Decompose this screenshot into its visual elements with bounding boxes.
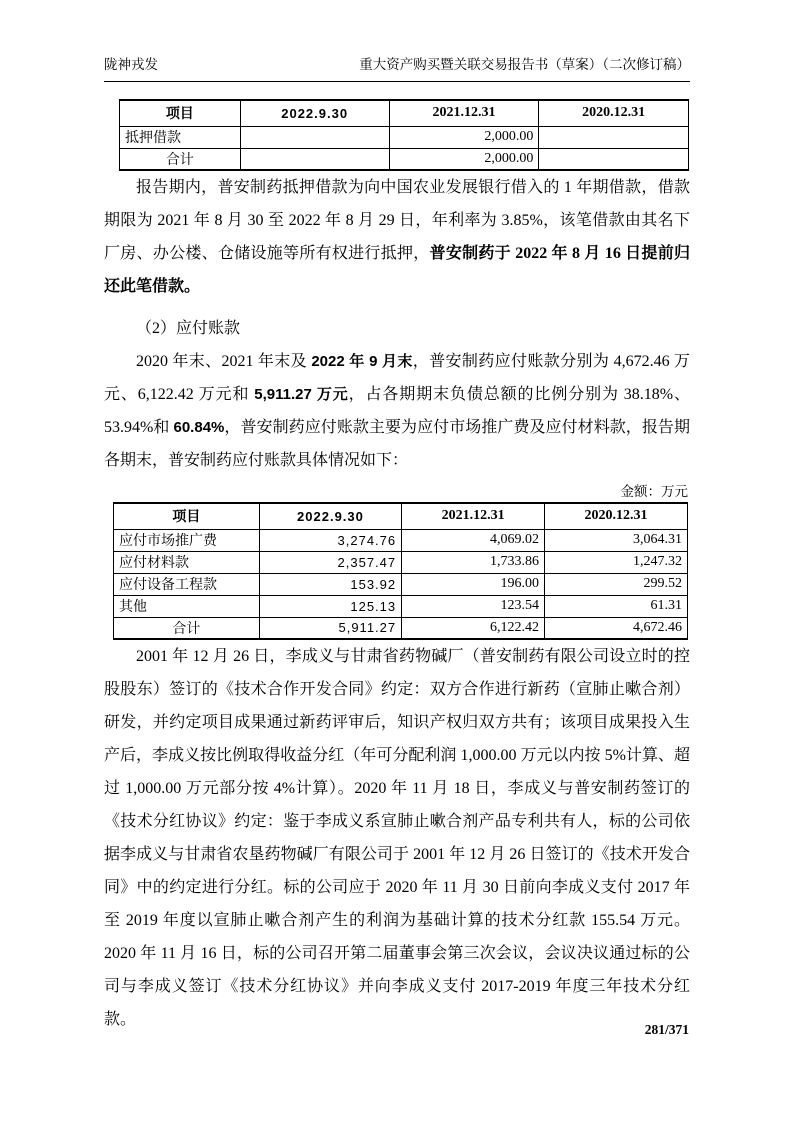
cell-2021: 1,733.86 (402, 551, 545, 573)
cell-2022 (240, 148, 389, 170)
table-row (114, 595, 688, 617)
cell-2020: 3,064.31 (545, 529, 688, 551)
para-bold-text: 60.84% (173, 419, 225, 436)
row-label: 应付市场推广费 (114, 529, 260, 551)
section-heading-accounts-payable: （2）应付账款 (136, 320, 241, 337)
para-bold-text: 5,911.27 万元 (254, 386, 349, 403)
cell-2022: 2,357.47 (259, 551, 401, 573)
row-label-total: 合计 (114, 617, 260, 639)
para-text: ，占各期期末负债总额的比例分别为 38.18%、53.94%和 (104, 386, 690, 436)
col-header-2021: 2021.12.31 (402, 503, 545, 529)
cell-2022 (240, 126, 389, 148)
accounts-payable-table (113, 502, 688, 640)
cell-2021: 6,122.42 (402, 617, 545, 639)
table-row (114, 573, 688, 595)
row-label: 应付设备工程款 (114, 573, 260, 595)
table-header-row (114, 503, 688, 529)
col-header-item: 项目 (114, 503, 260, 529)
table-header-row (120, 100, 689, 126)
cell-2022: 125.13 (259, 595, 401, 617)
cell-2020 (539, 148, 689, 170)
table-row (120, 126, 689, 148)
col-header-item: 项目 (120, 100, 241, 126)
para-text: ，普安制药应付账款分别为 4,672.46 万元、6,122.42 万元和 (104, 353, 690, 403)
col-header-2020: 2020.12.31 (539, 100, 689, 126)
cell-2020: 1,247.32 (545, 551, 688, 573)
para-bold-text: 2022 年 9 月末 (311, 353, 413, 370)
cell-2021: 2,000.00 (389, 126, 539, 148)
para-accounts-payable (104, 345, 690, 477)
table-row (114, 551, 688, 573)
mortgage-loans-table (119, 99, 689, 171)
cell-2020 (539, 126, 689, 148)
para-bold-text: 普安制药于 2022 年 8 月 16 日提前归还此笔借款。 (104, 245, 690, 295)
row-label: 抵押借款 (120, 126, 241, 148)
cell-2021: 2,000.00 (389, 148, 539, 170)
cell-2022: 5,911.27 (259, 617, 401, 639)
col-header-2022: 2022.9.30 (259, 503, 401, 529)
cell-2022: 153.92 (259, 573, 401, 595)
para-technology-dividend-agreement: 2001 年 12 月 26 日，李成义与甘肃省药物碱厂（普安制药有限公司设立时的控股股东）签订的《技术合作开发合同》约定：双方合作进行新药（宣肺止嗽合剂）研发，并约定项目成果通过新药评审后，知识产权归双方共有；该项目成果投入生产后，李成义按比例取得收益分红（年可分配利润 1,000.00 万元以内按 5%计算、超过 1,000.00 万元部分按 4%计算）。2020 年 11 月 18 日，李成义与普安制药签订的《技术分红协议》约定：鉴于李成义系宣肺止嗽合剂产品专利共有人，标的公司依据李成义与甘肃省农垦药物碱厂有限公司于 2001 年 12 月 26 日签订的《技术开发合同》中的约定进行分红。标的公司应于 2020 年 11 月 30 日前向李成义支付 2017 年至 2019 年度以宣肺止嗽合剂产生的利润为基础计算的技术分红款 155.54 万元。2020 年 11 月 16 日，标的公司召开第二届董事会第三次会议，会议决议通过标的公司与李成义签订《技术分红协议》并向李成义支付 2017-2019 年度三年技术分红款。 (104, 648, 690, 1028)
table-row (114, 529, 688, 551)
doc-header (104, 53, 690, 82)
row-label: 应付材料款 (114, 551, 260, 573)
page-number: 281/371 (644, 1022, 689, 1037)
report-title: 重大资产购买暨关联交易报告书（草案）（二次修订稿） (359, 57, 690, 72)
para-text: 2020 年末、2021 年末及 (136, 353, 312, 370)
row-label: 其他 (114, 595, 260, 617)
row-label-total: 合计 (120, 148, 241, 170)
col-header-2020: 2020.12.31 (545, 503, 688, 529)
unit-label: 金额：万元 (620, 484, 688, 499)
company-short-name: 陇神戎发 (104, 57, 158, 72)
table-total-row (120, 148, 689, 170)
cell-2020: 61.31 (545, 595, 688, 617)
para-text: 报告期内，普安制药抵押借款为向中国农业发展银行借入的 1 年期借款，借款期限为 2021 年 8 月 30 至 2022 年 8 月 29 日，年利率为 3.85%，该笔借款由其名下厂房、办公楼、仓储设施等所有权进行抵押， (104, 179, 690, 262)
col-header-2021: 2021.12.31 (389, 100, 539, 126)
col-header-2022: 2022.9.30 (240, 100, 389, 126)
cell-2021: 196.00 (402, 573, 545, 595)
table-total-row (114, 617, 688, 639)
cell-2020: 4,672.46 (545, 617, 688, 639)
cell-2021: 123.54 (402, 595, 545, 617)
para-text: ，普安制药应付账款主要为应付市场推广费及应付材料款，报告期各期末，普安制药应付账款具体情况如下： (104, 419, 690, 469)
cell-2021: 4,069.02 (402, 529, 545, 551)
para-mortgage-loan (104, 171, 690, 303)
cell-2020: 299.52 (545, 573, 688, 595)
cell-2022: 3,274.76 (259, 529, 401, 551)
